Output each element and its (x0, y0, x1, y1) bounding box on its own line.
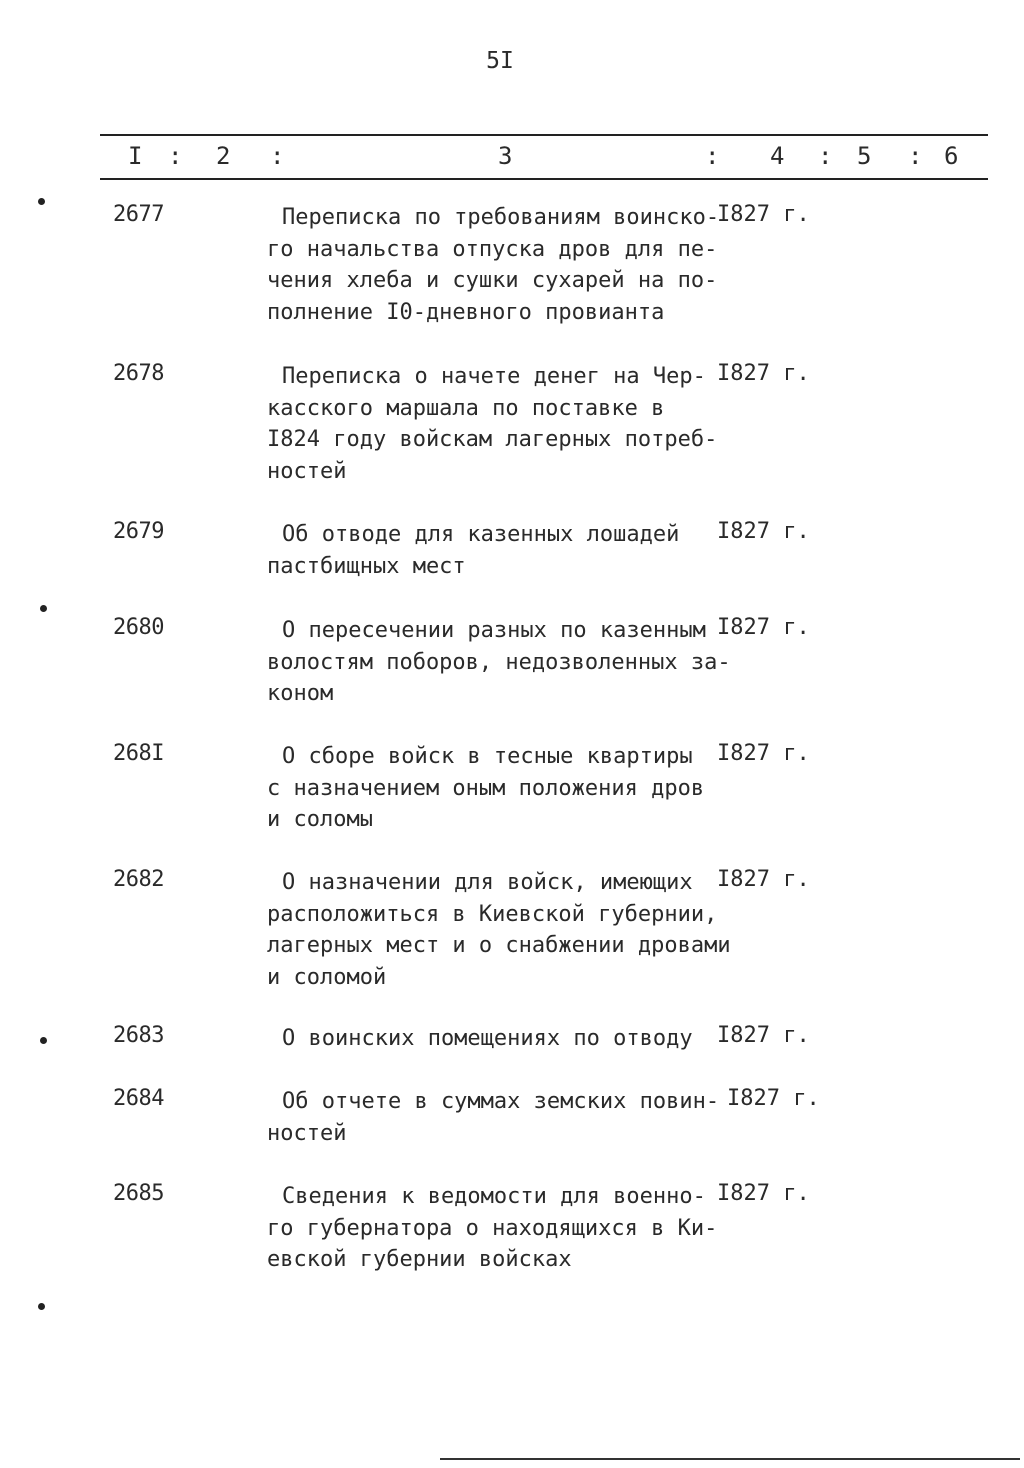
record-description (267, 1181, 727, 1276)
description-line: го начальства отпуска дров для пе- (267, 236, 718, 262)
header-col-4: 4 (770, 142, 785, 170)
description-line: О назначении для войск, имеющих (282, 870, 693, 895)
binding-hole-mark (38, 198, 45, 205)
record-year: I827 г. (717, 202, 810, 227)
description-line: полнение I0-дневного провианта (267, 299, 665, 325)
record-description (267, 202, 727, 328)
record-description (267, 1023, 727, 1055)
record-description (267, 519, 727, 582)
description-line: О сборе войск в тесные квартиры (282, 744, 693, 769)
record-number: 2678 (113, 361, 164, 386)
record-year: I827 г. (717, 519, 810, 544)
description-line: го губернатора о находящихся в Ки- (267, 1215, 718, 1241)
record-number: 2677 (113, 202, 164, 227)
description-line: ностей (267, 458, 347, 484)
record-year: I827 г. (717, 615, 810, 640)
description-line: расположиться в Киевской губернии, (267, 901, 718, 927)
header-separator: : (168, 142, 183, 170)
record-description (267, 1086, 727, 1149)
description-line: Переписка по требованиям воинско- (282, 205, 720, 230)
record-number: 2679 (113, 519, 164, 544)
table-header-top-rule (100, 134, 988, 136)
description-line: О воинских помещениях по отводу (282, 1026, 693, 1051)
table-header-bottom-rule (100, 178, 988, 180)
binding-hole-mark (38, 1303, 45, 1310)
page-bottom-edge-line (440, 1458, 1020, 1460)
header-col-5: 5 (857, 142, 872, 170)
binding-hole-mark (40, 1037, 47, 1044)
description-line: ностей (267, 1120, 347, 1146)
description-line: пастбищных мест (267, 553, 466, 579)
description-line: Сведения к ведомости для военно- (282, 1184, 706, 1209)
record-description (267, 741, 727, 836)
description-line: чения хлеба и сушки сухарей на по- (267, 268, 718, 293)
description-line: лагерных мест и о снабжении дровами (267, 933, 731, 958)
record-number: 2682 (113, 867, 164, 892)
record-year: I827 г. (727, 1086, 820, 1111)
binding-hole-mark (40, 605, 47, 612)
record-description (267, 361, 727, 487)
description-line: Об отчете в суммах земских повин- (282, 1089, 720, 1114)
record-year: I827 г. (717, 1181, 810, 1206)
header-col-6: 6 (944, 142, 959, 170)
description-line: касского маршала по поставке в (267, 395, 665, 421)
record-year: I827 г. (717, 1023, 810, 1048)
header-col-3: 3 (498, 142, 513, 170)
description-line: Об отводе для казенных лошадей (282, 522, 680, 547)
header-separator: : (270, 142, 285, 170)
description-line: О пересечении разных по казенным (282, 618, 706, 643)
record-description (267, 867, 731, 993)
page-number: 5I (486, 48, 514, 74)
record-number: 2684 (113, 1086, 164, 1111)
description-line: I824 году войскам лагерных потреб- (267, 427, 718, 452)
description-line: коном (267, 681, 334, 706)
record-number: 2683 (113, 1023, 164, 1048)
record-description (267, 615, 731, 710)
record-year: I827 г. (717, 867, 810, 892)
header-separator: : (705, 142, 720, 170)
description-line: волостям поборов, недозволенных за- (267, 649, 731, 675)
description-line: Переписка о начете денег на Чер- (282, 364, 706, 389)
header-separator: : (908, 142, 923, 170)
header-col-2: 2 (216, 142, 231, 170)
description-line: и соломой (267, 964, 387, 990)
description-line: с назначением оным положения дров (267, 775, 705, 801)
description-line: и соломы (267, 807, 373, 832)
record-number: 2680 (113, 615, 164, 640)
record-number: 268I (113, 741, 164, 766)
description-line: евской губернии войсках (267, 1247, 572, 1272)
header-separator: : (818, 142, 833, 170)
record-year: I827 г. (717, 741, 810, 766)
record-year: I827 г. (717, 361, 810, 386)
record-number: 2685 (113, 1181, 164, 1206)
header-col-1: I (128, 142, 143, 170)
